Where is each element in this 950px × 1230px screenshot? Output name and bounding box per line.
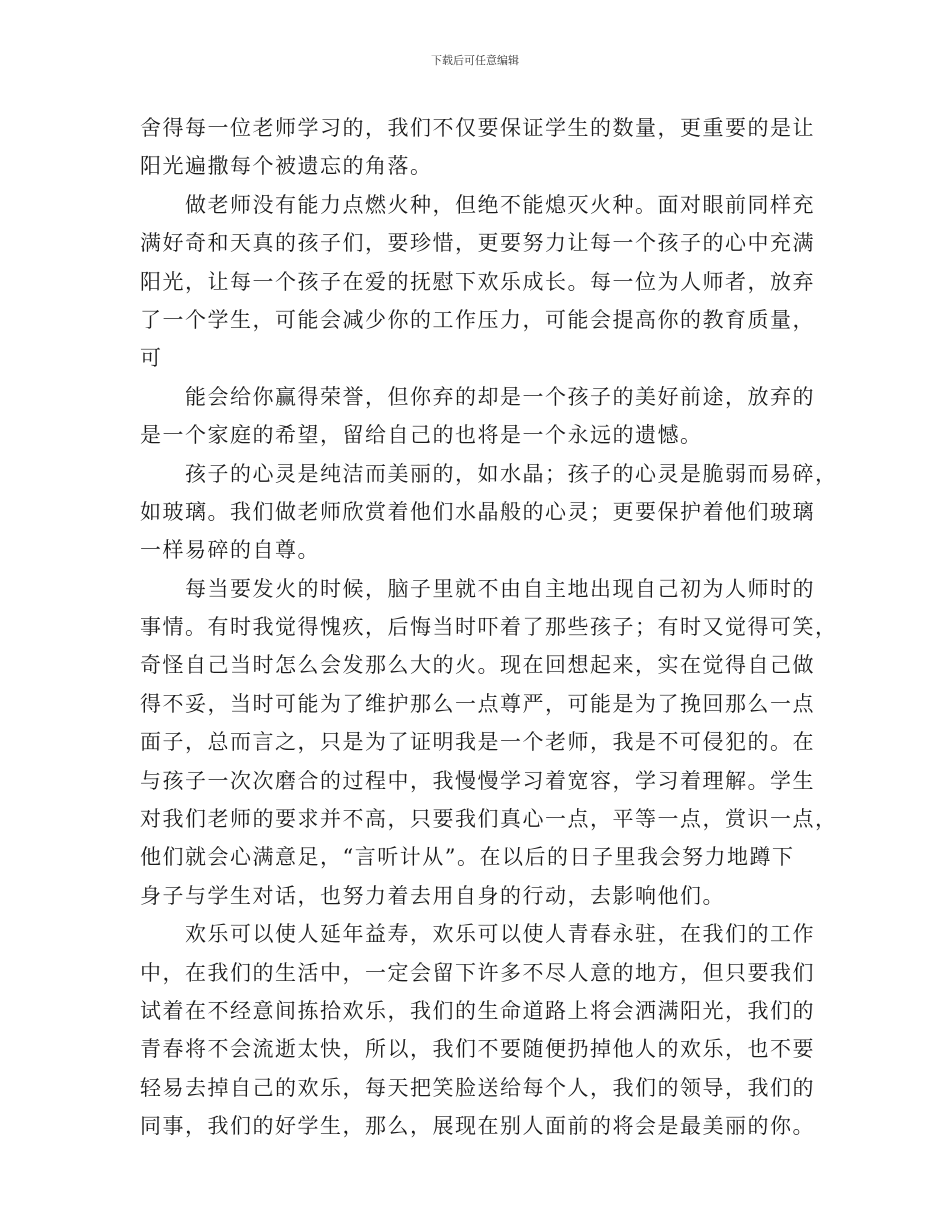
text-line: 与孩子一次次磨合的过程中，我慢慢学习着宽容，学习着理解。学生 [140,768,815,793]
text-line: 可 [140,346,163,371]
text-line: 同事，我们的好学生，那么，展现在别人面前的将会是最美丽的你。 [140,1114,815,1139]
text-line: 得不妥，当时可能为了维护那么一点尊严，可能是为了挽回那么一点 [140,691,815,716]
text-line: 奇怪自己当时怎么会发那么大的火。现在回想起来，实在觉得自己做 [140,653,815,678]
text-line: 欢乐可以使人延年益寿，欢乐可以使人青春永驻，在我们的工作 [185,922,815,947]
text-line: 是一个家庭的希望，留给自己的也将是一个永远的遗憾。 [140,423,703,448]
text-line: 轻易去掉自己的欢乐，每天把笑脸送给每个人，我们的领导，我们的 [140,1075,815,1100]
text-line: 满好奇和天真的孩子们，要珍惜，更要努力让每一个孩子的心中充满 [140,231,815,256]
text-line: 舍得每一位老师学习的，我们不仅要保证学生的数量，更重要的是让 [140,116,815,140]
text-line: 事情。有时我觉得愧疚，后悔当时吓着了那些孩子；有时又觉得可笑， [140,615,838,640]
text-line: 青春将不会流逝太快，所以，我们不要随便扔掉他人的欢乐，也不要 [140,1037,815,1062]
text-line: 一样易碎的自尊。 [140,538,320,563]
text-line: 试着在不经意间拣拾欢乐，我们的生命道路上将会洒满阳光，我们的 [140,998,815,1023]
text-line: 了一个学生，可能会减少你的工作压力，可能会提高你的教育质量， [140,307,815,332]
text-line: 中，在我们的生活中，一定会留下许多不尽人意的地方，但只要我们 [140,960,815,985]
text-line: 面子，总而言之，只是为了证明我是一个老师，我是不可侵犯的。在 [140,730,815,755]
text-line: 身子与学生对话，也努力着去用自身的行动，去影响他们。 [140,883,725,908]
text-line: 阳光，让每一个孩子在爱的抚慰下欢乐成长。每一位为人师者，放弃 [140,269,815,294]
document-body [140,109,838,1146]
text-line: 对我们老师的要求并不高，只要我们真心一点，平等一点，赏识一点， [140,807,838,832]
text-line: 他们就会心满意足，“言听计从”。在以后的日子里我会努力地蹲下 [140,845,795,870]
text-line: 孩子的心灵是纯洁而美丽的，如水晶；孩子的心灵是脆弱而易碎， [185,461,838,486]
text-line: 每当要发火的时候，脑子里就不由自主地出现自己初为人师时的 [185,576,815,601]
text-line: 阳光遍撒每个被遗忘的角落。 [140,154,433,179]
page-header: 下载后可任意编辑 [431,54,519,67]
text-line: 能会给你赢得荣誉，但你弃的却是一个孩子的美好前途，放弃的 [185,384,815,409]
text-line: 如玻璃。我们做老师欣赏着他们水晶般的心灵；更要保护着他们玻璃 [140,499,815,524]
text-line: 做老师没有能力点燃火种，但绝不能熄灭火种。面对眼前同样充 [185,192,815,217]
